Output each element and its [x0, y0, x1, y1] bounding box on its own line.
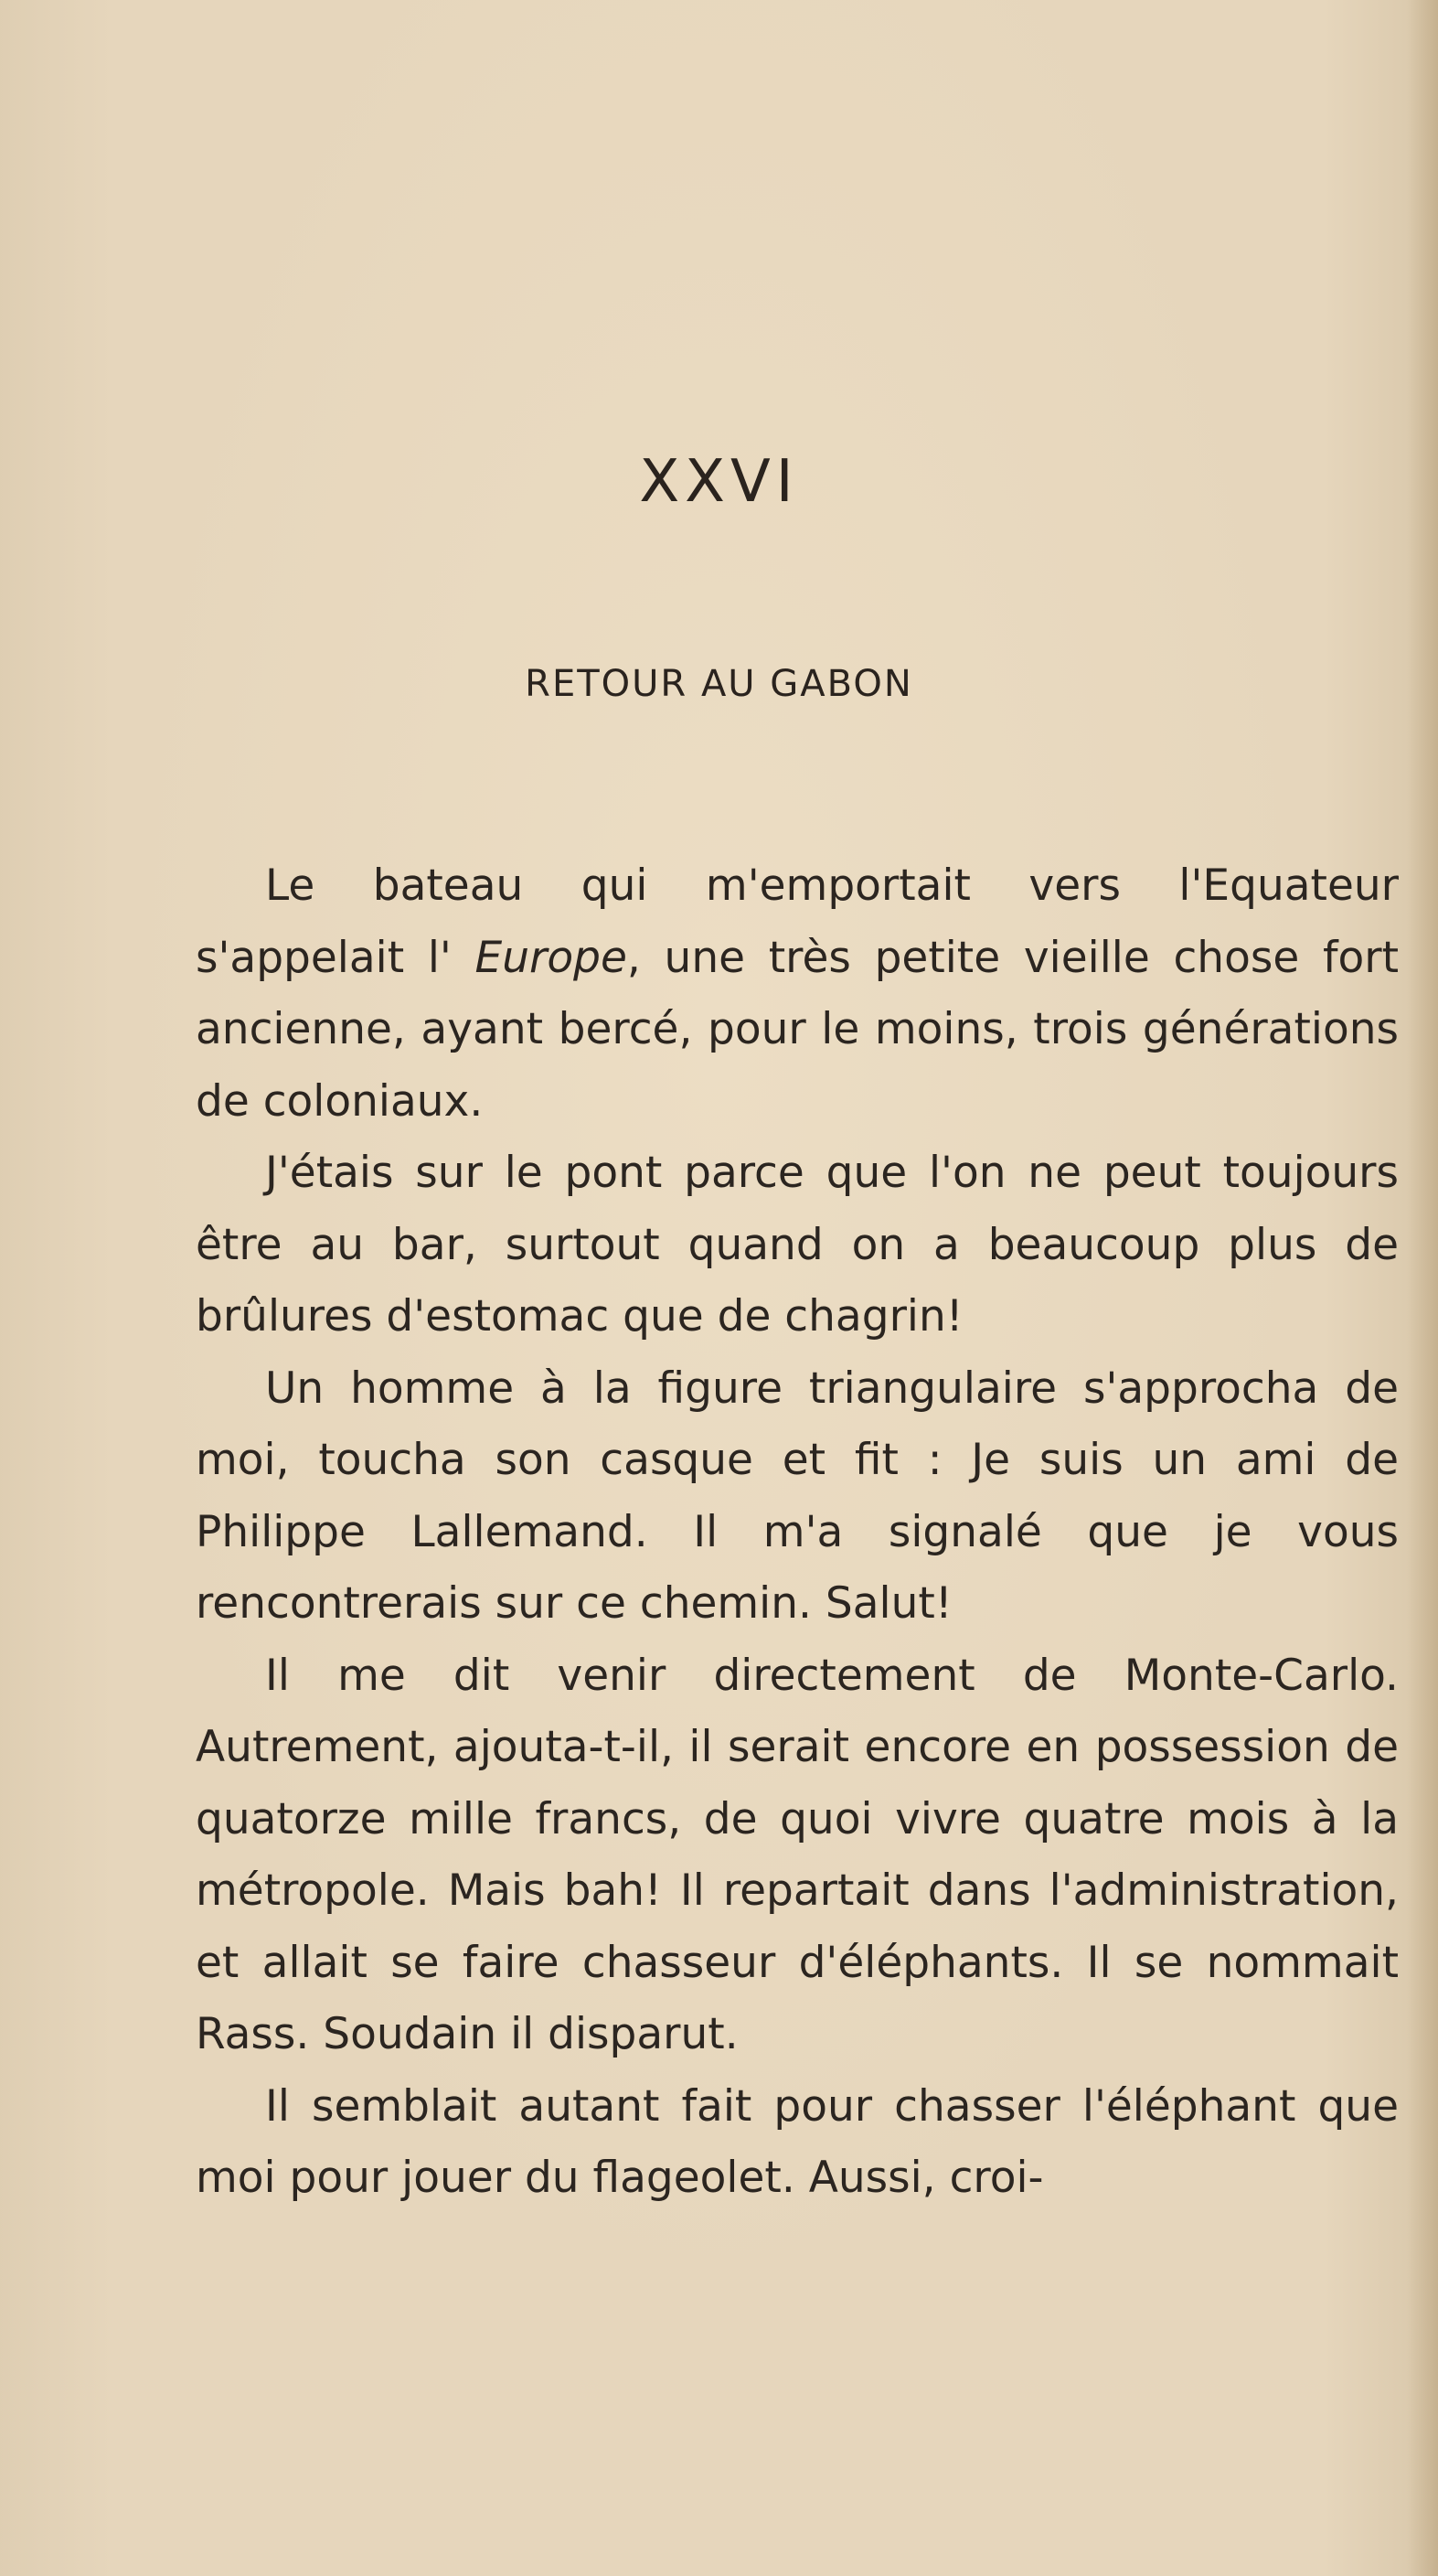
paragraph-1	[196, 850, 1399, 1138]
paragraph-5: Il semblait autant fait pour chasser l'éléphant que moi pour jouer du flageolet. Aussi, croi-	[196, 2080, 1399, 2203]
paragraph-1-end: , une très petite vieille chose fort ancienne, ayant bercé, pour le moins, trois générations de coloniaux.	[196, 932, 1399, 1127]
body-text	[196, 850, 1399, 2215]
paragraph-4: Il me dit venir directement de Monte-Carlo. Autrement, ajouta-t-il, il serait encore en possession de quatorze mille francs, de quoi vivre quatre mois à la métropole. Mais bah! Il repartait dans l'administration, et allait se faire chasseur d'éléphants. Il se nommait Rass. Soudain il disparut.	[196, 1650, 1399, 2059]
paragraph-3: Un homme à la figure triangulaire s'approcha de moi, toucha son casque et fit : Je suis un ami de Philippe Lallemand. Il m'a signalé que je vous rencontrerais sur ce chemin. Salut!	[196, 1363, 1399, 1629]
chapter-number: XXVI	[639, 448, 799, 516]
chapter-title: RETOUR AU GABON	[525, 663, 913, 705]
paragraph-2: J'étais sur le pont parce que l'on ne peut toujours être au bar, surtout quand on a beaucoup plus de brûlures d'estomac que de chagrin!	[196, 1148, 1399, 1341]
ship-name: Europe	[474, 932, 627, 983]
paragraph-1-start: Le bateau qui m'emportait vers l'Equateur s'appelait l'	[196, 860, 1399, 983]
